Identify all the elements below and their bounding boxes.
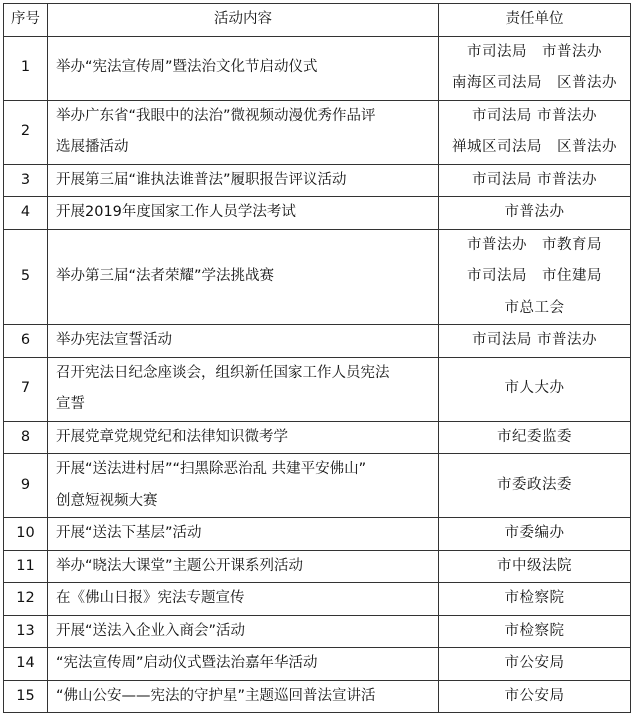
table-row [4,454,631,518]
activity-cell [48,197,439,230]
activity-text: 举办广东省“我眼中的法治”微视频动漫优秀作品评 [56,107,376,124]
activity-text: 开展党章党规党纪和法律知识微考学 [56,428,288,445]
unit-text: 禅城区司法局 区普法办 [452,139,617,155]
table-row [4,197,631,230]
unit-text: 市委政法委 [497,476,572,493]
activity-text: 开展2019年度国家工作人员学法考试 [56,204,296,220]
unit-cell [439,680,631,713]
table-row [4,36,631,100]
row-number: 12 [4,583,48,616]
unit-text: 市公安局 [504,655,565,671]
row-number: 2 [4,100,48,164]
activity-text: 创意短视频大赛 [56,492,158,509]
activity-text: 举办第三届“法者荣耀”学法挑战赛 [56,268,275,284]
activity-text: “宪法宣传周”启动仪式暨法治嘉年华活动 [56,655,318,671]
activity-text: 开展“送法入企业入商会”活动 [56,622,246,639]
table-row [4,357,631,421]
activity-cell [48,648,439,681]
row-number: 13 [4,615,48,648]
activity-text: 开展“送法进村居”“扫黑除恶治乱 共建平安佛山” [56,461,367,477]
activity-text: 开展第三届“谁执法谁普法”履职报告评议活动 [56,171,347,188]
header-row [4,4,631,37]
unit-cell [439,550,631,583]
unit-cell [439,454,631,518]
activity-text: 开展“送法下基层”活动 [56,525,202,541]
unit-cell [439,615,631,648]
activity-text: “佛山公安——宪法的守护星”主题巡回普法宣讲活 [56,687,376,704]
unit-cell [439,164,631,197]
table-row [4,550,631,583]
activity-cell [48,454,439,518]
unit-cell [439,583,631,616]
activity-cell [48,325,439,358]
unit-cell [439,325,631,358]
unit-cell [439,357,631,421]
activity-text: 召开宪法日纪念座谈会，组织新任国家工作人员宪法 [56,364,390,381]
activity-cell [48,164,439,197]
unit-text: 市司法局 市普法办 [471,171,598,188]
row-number: 4 [4,197,48,230]
activity-cell [48,357,439,421]
row-number: 10 [4,518,48,551]
activity-cell [48,615,439,648]
activity-cell [48,583,439,616]
unit-text: 南海区司法局 区普法办 [452,75,617,91]
unit-cell [439,36,631,100]
header-num: 序号 [4,4,48,37]
table-row [4,421,631,454]
activity-text: 宣誓 [56,396,85,412]
unit-text: 市中级法院 [497,557,572,574]
activity-cell [48,680,439,713]
unit-text: 市公安局 [504,687,565,704]
row-number: 6 [4,325,48,358]
unit-text: 市人大办 [504,380,565,397]
unit-cell [439,197,631,230]
unit-cell [439,229,631,325]
row-number: 7 [4,357,48,421]
unit-text: 市总工会 [504,299,565,316]
table-row [4,325,631,358]
table-row [4,229,631,325]
table-row [4,680,631,713]
unit-text: 市司法局 市普法办 [471,332,598,348]
unit-cell [439,100,631,164]
header-unit: 责任单位 [439,4,631,37]
activity-cell [48,550,439,583]
activity-cell [48,229,439,325]
unit-cell [439,421,631,454]
row-number: 9 [4,454,48,518]
header-activity: 活动内容 [48,4,439,37]
activity-text: 在《佛山日报》宪法专题宣传 [56,590,245,606]
row-number: 14 [4,648,48,681]
activity-text: 选展播活动 [56,139,129,155]
unit-text: 市委编办 [504,525,565,541]
activity-cell [48,518,439,551]
row-number: 8 [4,421,48,454]
activity-text: 举办宪法宣誓活动 [56,332,172,348]
activity-cell [48,100,439,164]
table-row [4,615,631,648]
table-row [4,518,631,551]
activity-cell [48,421,439,454]
table-row [4,164,631,197]
unit-text: 市普法办 [504,204,565,220]
row-number: 3 [4,164,48,197]
table-row [4,100,631,164]
unit-text: 市普法办 市教育局 [467,236,602,253]
activity-table [3,3,631,713]
row-number: 1 [4,36,48,100]
table-row [4,583,631,616]
row-number: 5 [4,229,48,325]
activity-text: 举办“宪法宣传周”暨法治文化节启动仪式 [56,59,318,76]
unit-text: 市检察院 [504,622,565,639]
unit-text: 市司法局 市住建局 [467,268,602,284]
row-number: 11 [4,550,48,583]
unit-cell [439,518,631,551]
activity-text: 举办“晓法大课堂”主题公开课系列活动 [56,557,304,574]
unit-text: 市检察院 [504,590,565,606]
unit-text: 市司法局 市普法办 [467,43,602,60]
unit-text: 市司法局 市普法办 [471,107,598,124]
table-body [4,36,631,713]
unit-cell [439,648,631,681]
unit-text: 市纪委监委 [497,428,572,445]
row-number: 15 [4,680,48,713]
activity-cell [48,36,439,100]
table-row [4,648,631,681]
